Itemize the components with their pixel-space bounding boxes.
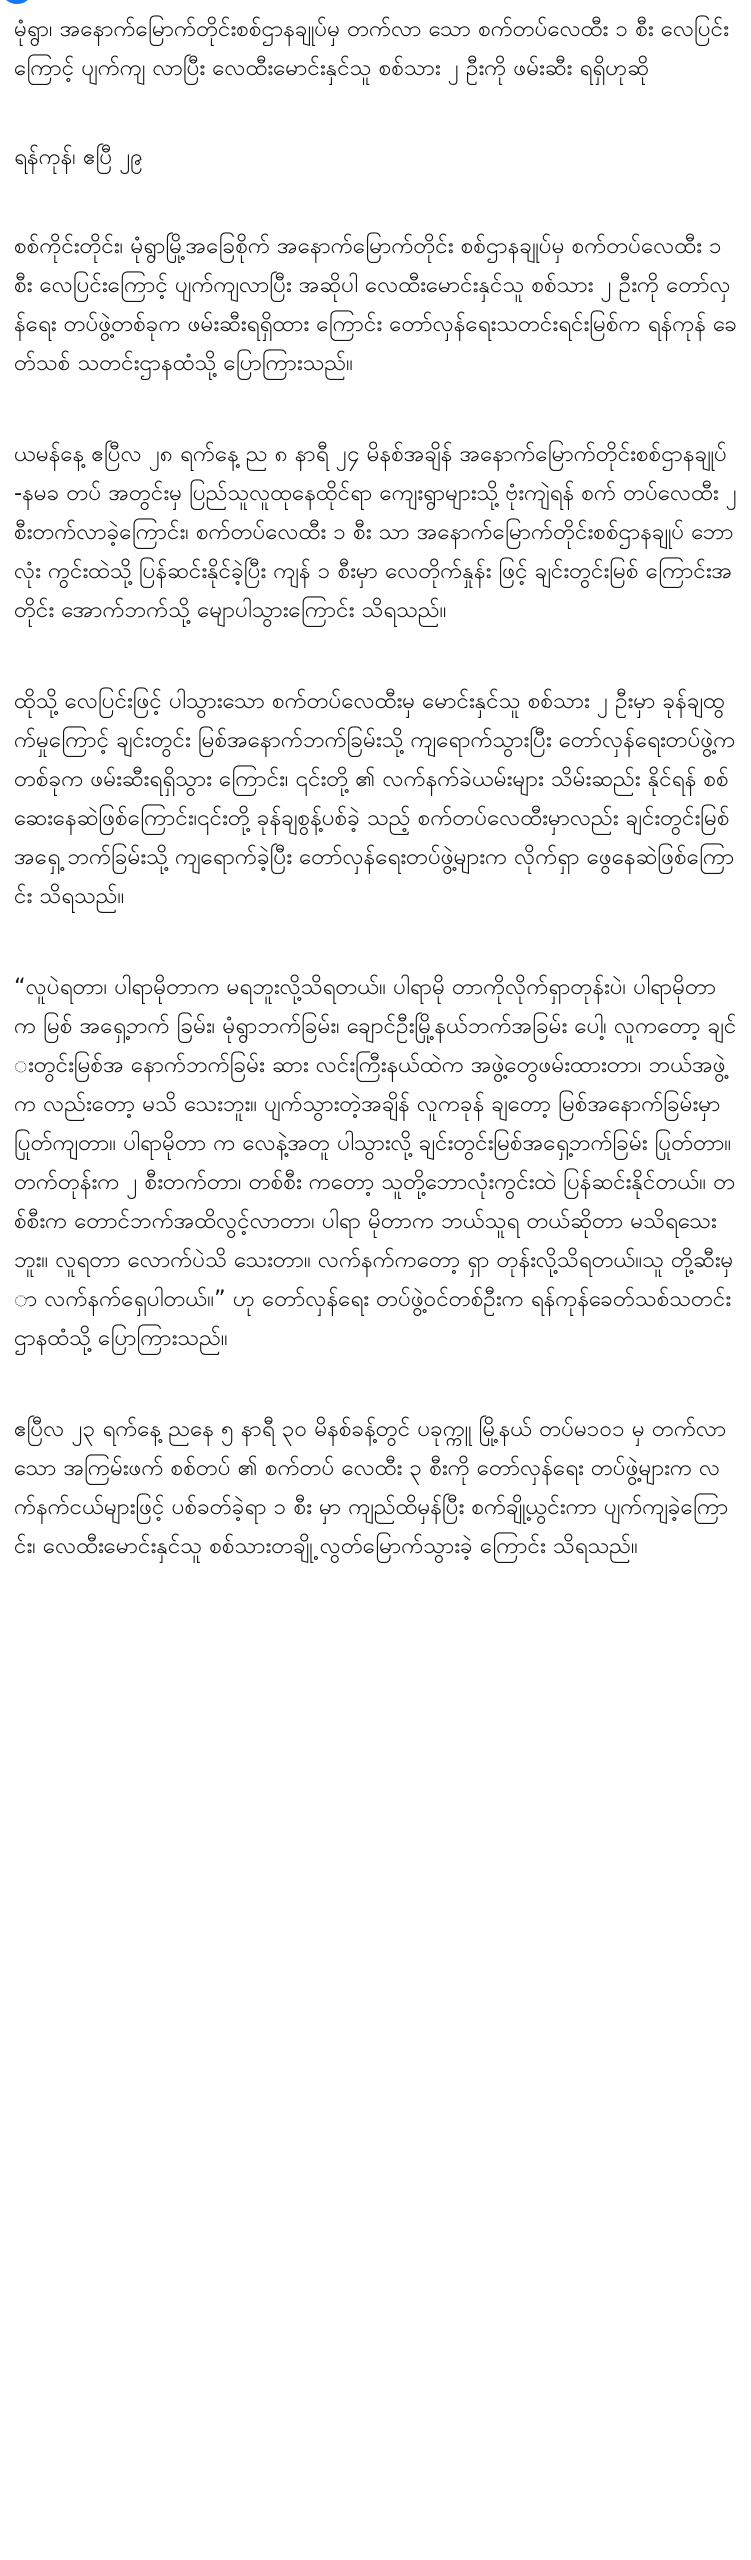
paragraph: ထိုသို့ လေပြင်းဖြင့် ပါသွားသော စက်တပ်လေထီးမှ မောင်းနှင်သူ စစ်သား ၂ ဦးမှာ ခုန်ချထွက်မှုကြောင့် ချင်းတွင်း မြစ်အနောက်ဘက်ခြမ်းသို့ ကျရောက်သွားပြီး တော်လှန်ရေးတပ်ဖွဲ့က တစ်ခုက ဖမ်းဆီးရရှိသွား ကြောင်း၊ ၎င်းတို့ ၏ လက်နက်ခဲယမ်းများ သိမ်းဆည်း နိုင်ရန် စစ်ဆေးနေဆဲဖြစ်ကြောင်း၊၎င်းတို့ ခုန်ချစွန့်ပစ်ခဲ့ သည့် စက်တပ်လေထီးမှာလည်း ချင်းတွင်းမြစ်အရှေ့ ဘက်ခြမ်းသို့ ကျရောက်ခဲ့ပြီး တော်လှန်ရေးတပ်ဖွဲ့များက လိုက်ရှာ ဖွေနေဆဲဖြစ်ကြောင်း သိရသည်။ xyxy=(14,688,736,909)
post-headline: မုံရွာ၊ အနောက်မြောက်တိုင်းစစ်ဌာနချုပ်မှ တက်လာ သော စက်တပ်လေထီး ၁ စီး လေပြင်းကြောင့် ပျက်ကျ လာပြီး လေထီးမောင်းနှင်သူ စစ်သား ၂ ဦးကို ဖမ်းဆီး ရရှိဟုဆို xyxy=(14,16,729,81)
avatar xyxy=(0,0,34,4)
quote-paragraph: “လူပဲရတာ၊ ပါရာမိုတာက မရဘူးလို့သိရတယ်။ ပါရာမို တာကိုလိုက်ရှာတုန်းပဲ၊ ပါရာမိုတာက မြစ် အရှေ့ဘက် ခြမ်း၊ မုံရွာဘက်ခြမ်း၊ ချောင်ဦးမြို့နယ်ဘက်အခြမ်း ပေါ့၊ လူကတော့ ချင်းတွင်းမြစ်အ နောက်ဘက်ခြမ်း ဆား လင်းကြီးနယ်ထဲက အဖွဲ့တွေဖမ်းထားတာ၊ ဘယ်အဖွဲ့က လည်းတော့ မသိ သေးဘူး။ ပျက်သွားတဲ့အချိန် လူကခုန် ချတော့ မြစ်အနောက်ခြမ်းမှာ ပြုတ်ကျတာ။ ပါရာမိုတာ က လေနဲ့အတူ ပါသွားလို့ ချင်းတွင်းမြစ်အရှေ့ဘက်ခြမ်း ပြုတ်တာ။တက်တုန်းက ၂ စီးတက်တာ၊ တစ်စီး ကတော့ သူတို့ဘောလုံးကွင်းထဲ ပြန်ဆင်းနိုင်တယ်။ တစ်စီးက တောင်ဘက်အထိလွင့်လာတာ၊ ပါရာ မိုတာက ဘယ်သူရ တယ်ဆိုတာ မသိရသေးဘူး။ လူရတာ လောက်ပဲသိ သေးတာ။ လက်နက်ကတော့ ရှာ တုန်းလို့သိရတယ်။သူ တို့ဆီးမှာ လက်နက်ရှေပါတယ်။” ဟု တော်လှန်ရေး တပ်ဖွဲ့ဝင်တစ်ဦးက ရန်ကုန်ခေတ်သစ်သတင်းဌာနထံသို့ ပြောကြားသည်။ xyxy=(14,974,737,1351)
paragraph: ဧပြီလ ၂၃ ရက်နေ့ ညနေ ၅ နာရီ ၃၀ မိနစ်ခန့်တွင် ပခုက္ကူ မြို့နယ် တပ်မ၁၀၁ မှ တက်လာသော အကြမ်းဖက် စစ်တပ် ၏ စက်တပ် လေထီး ၃ စီးကို တော်လှန်ရေး တပ်ဖွဲ့များက လက်နက်ငယ်များဖြင့် ပစ်ခတ်ခဲ့ရာ ၁ စီး မှာ ကျည်ထိမှန်ပြီး စက်ချို့ယွင်းကာ ပျက်ကျခဲ့ကြောင်း၊ လေထီးမောင်းနှင်သူ စစ်သားတချို့ လွတ်မြောက်သွားခဲ့ ကြောင်း သိရသည်။ xyxy=(14,1416,729,1559)
paragraph: ယမန်နေ့ ဧပြီလ ၂၈ ရက်နေ့ ည ၈ နာရီ ၂၄ မိနစ်အချိန် အနောက်မြောက်တိုင်းစစ်ဌာနချုပ် -နမခ တပ် အတွင်းမှ ပြည်သူလူထုနေထိုင်ရာ ကျေးရွာများသို့ ဗုံးကျဲရန် စက် တပ်လေထီး ၂ စီးတက်လာခဲ့ကြောင်း၊ စက်တပ်လေထီး ၁ စီး သာ အနောက်မြောက်တိုင်းစစ်ဌာနချုပ် ဘောလုံး ကွင်းထဲသို့ ပြန်ဆင်းနိုင်ခဲ့ပြီး ကျန် ၁ စီးမှာ လေတိုက်နှုန်း ဖြင့် ချင်းတွင်းမြစ် ကြောင်းအတိုင်း အောက်ဘက်သို့ မျောပါသွားကြောင်း သိရသည်။ xyxy=(14,441,737,623)
post-dateline: ရန်ကုန်၊ ဧပြီ ၂၉ xyxy=(14,144,144,170)
post-body xyxy=(14,10,738,1618)
paragraph: စစ်ကိုင်းတိုင်း၊ မုံရွာမြို့အခြေစိုက် အနောက်မြောက်တိုင်း စစ်ဌာနချုပ်မှ စက်တပ်လေထီး ၁ စီး လေပြင်းကြောင့် ပျက်ကျလာပြီး အဆိုပါ လေထီးမောင်းနှင်သူ စစ်သား ၂ ဦးကို တော်လှန်ရေး တပ်ဖွဲ့တစ်ခုက ဖမ်းဆီးရရှိထား ကြောင်း တော်လှန်ရေးသတင်းရင်းမြစ်က ရန်ကုန် ခေတ်သစ် သတင်းဌာနထံသို့ ပြောကြားသည်။ xyxy=(14,233,738,376)
